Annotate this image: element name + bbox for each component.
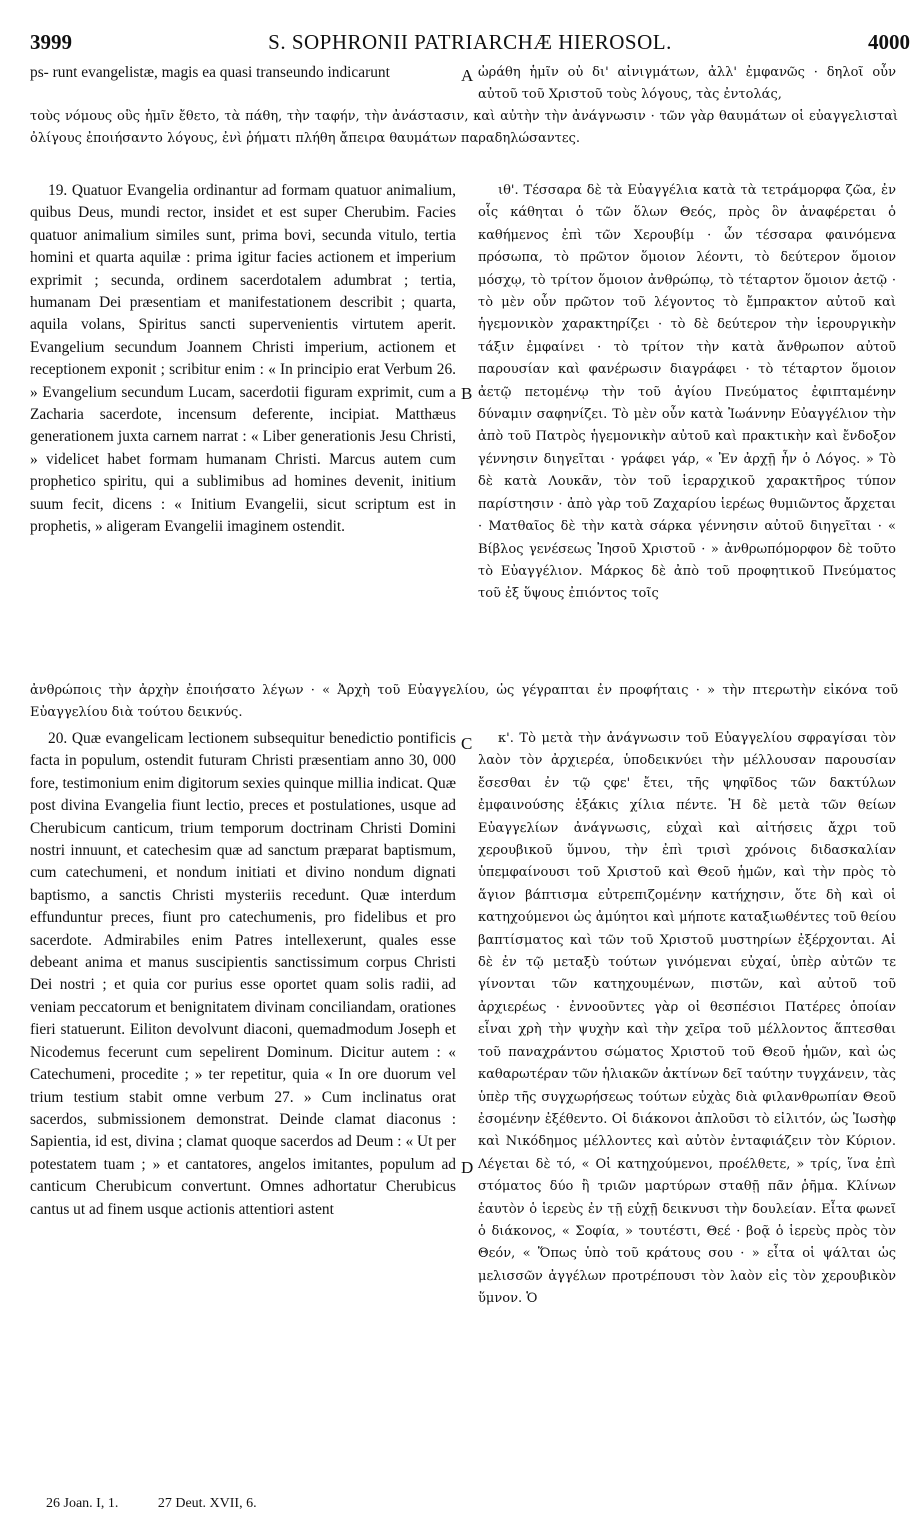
greek-section-19: ιθ'. Τέσσαρα δὲ τὰ Εὐαγγέλια κατὰ τὰ τετράμορφα ζῶα, ἐν οἷς κάθηται ὁ τῶν ὅλων Θεός, πρὸς ὃν ἀναφέρεται ὁ καθήμενος ἐπὶ τῶν Χερουβίμ · ὧν τέσσαρα φαινόμενα πρόσωπα, τὸ πρῶτον ὅμοιον λέοντι, τὸ δεύτερον ὅμοιον μόσχῳ, τὸ τρίτον ὅμοιον ἀνθρώπῳ, τὸ τέταρτον ὅμοιον ἀετῷ · τὸ μὲν οὖν πρῶτον τοῦ λέγοντος τὸ ἔμπρακτον αὐτοῦ καὶ ἡγεμονικὸν χαρακτηρίζει · τὸ δὲ δεύτερον τὴν ἱερουργικὴν τάξιν ἐμφαίνει · τὸ τρίτον τὴν κατὰ ἄνθρωπον αὐτοῦ παρουσίαν καὶ φανέρωσιν διαγράφει · τὸ τέταρτον ὅμοιον ἀετῷ πετομένῳ τὴν τοῦ ἁγίου Πνεύματος ἐφιπταμένην δύναμιν σαφηνίζει. Τὸ μὲν οὖν κατὰ Ἰωάννην Εὐαγγέλιον τὴν ἀπὸ τοῦ Πατρὸς ἡγεμονικὴν αὐτοῦ καὶ πρακτικὴν καὶ ἔνδοξον γέννησιν διηγεῖται · γράφει γάρ, « Ἐν ἀρχῇ ἦν ὁ Λόγος. » Τὸ δὲ κατὰ Λουκᾶν, τὸν τοῦ ἱεραρχικοῦ χαρακτῆρος τύπον παρίστησιν · ἀπὸ γὰρ τοῦ Ζαχαρίου ἱερέως θυμιῶντος ἄρχεται · Ματθαῖος δὲ τὴν κατὰ σάρκα γέννησιν αὐτοῦ διηγεῖται · « Βίβλος γενέσεως Ἰησοῦ Χριστοῦ · » ἀνθρωπόμορφον δὲ τοῦτο τὸ Εὐαγγέλιον. Μάρκος δὲ ἀπὸ τοῦ προφητικοῦ Πνεύματος τοῦ ἐξ ὕψους ἐπιόντος τοῖς	[478, 183, 896, 602]
greek-top-fragment: ὠράθη ἡμῖν οὐ δι' αἰνιγμάτων, ἀλλ' ἐμφανῶς · δηλοῖ οὖν αὐτοῦ τοῦ Χριστοῦ τοὺς λόγους, τὰς ἐντολάς,	[478, 65, 896, 103]
margin-letter-d: D	[461, 1158, 474, 1177]
margin-letter-b: B	[461, 384, 473, 403]
footnote-26: 26 Joan. I, 1.	[46, 1496, 119, 1511]
latin-top-fragment: ps- runt evangelistæ, magis ea quasi transeundo indicarunt	[30, 64, 390, 81]
greek-full-width-1: τοὺς νόμους οὓς ἡμῖν ἔθετο, τὰ πάθη, τὴν ταφήν, τὴν ἀνάστασιν, καὶ αὐτὴν τὴν ἀνάγνωσιν · τῶν γὰρ θαυμάτων οἱ εὐαγγελισταὶ ὀλίγους ἐποιήσαντο λόγους, ἐνὶ ῥήματι πλήθη ἄπειρα θαυμάτων παραδηλώσαντες.	[30, 109, 898, 147]
margin-letter-a: A	[461, 66, 474, 85]
margin-letter-c: C	[461, 734, 473, 753]
footnotes	[46, 1496, 293, 1512]
greek-section-20: κ'. Τὸ μετὰ τὴν ἀνάγνωσιν τοῦ Εὐαγγελίου σφραγίσαι τὸν λαὸν τὸν ἀρχιερέα, ὑποδεικνύει τὴν μέλλουσαν παρουσίαν ἔσεσθαι ἐν τῷ ςφε' ἔτει, τῆς ψηφῖδος τῶν δακτύλων ἐμφαινούσης ἑξάκις χίλια πέντε. Ἡ δὲ μετὰ τῶν θείων Εὐαγγελίων ἀνάγνωσις, εὐχαὶ καὶ αἰτήσεις ἄχρι τοῦ χερουβικοῦ ὕμνου, τὴν ἐπὶ τρισὶ χρόνοις διδασκαλίαν ὑπεμφαίνουσι τοῦ Χριστοῦ καὶ Θεοῦ ἡμῶν, καὶ τὴν πρὸς τὸ ἅγιον βάπτισμα εὐτρεπιζομένην κατήχησιν, ὅτε δὴ καὶ οἱ κατηχούμενοι ὡς ἀμύητοι καὶ μήποτε καταξιωθέντες τοῦ θείου βαπτίσματος καὶ τῶν τοῦ Χριστοῦ μυστηρίων ἐξέρχονται. Αἱ δὲ ἐν τῷ μεταξὺ τούτων γινόμεναι εὐχαί, ὑπὲρ αὐτῶν τε γίνονται τῶν κατηχουμένων, πιστῶν, καὶ αὐτοῦ τοῦ ἀρχιερέως · ἐννοοῦντες γὰρ οἱ θεσπέσιοι Πατέρες ὁποίαν εἶναι χρὴ τὴν ψυχὴν καὶ τὴν χεῖρα τοῦ μέλλοντος ἅπτεσθαι τοῦ παναχράντου σώματος Χριστοῦ τοῦ Θεοῦ ἡμῶν, καὶ ὡς καθαρωτέραν τῶν ἡλιακῶν ἀκτίνων δεῖ ταύτην τυγχάνειν, τὰς ὑπὲρ τῆς συγχωρήσεως τούτων εὐχὰς διὰ φιλανθρωπίαν Θεοῦ ἐσομένην ἐξέθεντο. Οἱ διάκονοι ἀπλοῦσι τὸ εἰλιτόν, ὡς Ἰωσὴφ καὶ Νικόδημος μέλλοντες καὶ αὐτὸν ἐνταφιάζειν τὸν Κύριον. Λέγεται δὲ τό, « Οἱ κατηχούμενοι, προέλθετε, » τρίς, ἵνα ἐπὶ στόματος δύο ἢ τριῶν μαρτύρων σταθῇ πᾶν ῥῆμα. Κλίνων ἑαυτὸν ὁ ἱερεὺς ἐν τῇ εὐχῇ δεικνυσι τὴν δουλείαν. Εἶτα φωνεῖ ὁ διάκονος, « Σοφία, » τουτέστι, Θεέ · βοᾷ ὁ ἱερεὺς πρὸς τὸν Θεόν, « Ὅπως ὑπὸ τοῦ κράτους σου · » εἶτα οἱ ψάλται ὡς μελισσῶν ἀγγέλων προτρέπουσι τὸν λαὸν εἰς τὸν χερουβικὸν ὕμνον. Ὁ	[478, 731, 896, 1307]
latin-section-20: 20. Quæ evangelicam lectionem subsequitur benedictio pontificis facta in populum, ostendit futuram Christi præsentiam anno 30, 000 fore, testimonium enim digitorum sexies quinque millia indicat. Quæ post divina Evangelia fiunt lectio, preces et postulationes, usque ad Cherubicum canticum, trium temporum doctrinam Christi Domini nostri innuunt, et catechesim quæ ad sanctum præparat baptismum, cum catechumeni, et nondum initiati et divino nondum dignati baptismo, a sanctis Christi mysteriis recedunt. Quæ interdum effunduntur preces, fiunt pro catechumenis, pro fidelibus et pro sacerdote. Admirabiles enim Patres intellexerunt, quales esse debeant anima et manus suscipientis sanctissimum corpus Christi Dei nostri ; et quia cor purius esse oportet quam solis radii, ad veniam peccatorum et benignitatem divinam conciliandam, orationes fieri statuerunt. Eiliton devolvunt diaconi, quemadmodum Joseph et Nicodemus fecerunt cum sepelirent Dominum. Dicitur autem : « Catechumeni, procedite ; » ter repetitur, quia « In ore duorum vel trium testium stabit omne verbum 27. » Cum inclinatus orat sacerdos, submissionem demonstrat. Deinde clamat diaconus : Sapientia, id est, divina ; clamat quoque sacerdos ad Deum : « Ut per potestatem tuam ; » et cantatores, angelos imitantes, populum ad canticum Cherubicum convertunt. Omnes adhortatur Cherubicus cantus ut ad finem usque actionis attentiori astent	[30, 730, 456, 1218]
greek-full-width-2: ἀνθρώποις τὴν ἀρχὴν ἐποιήσατο λέγων · « Ἀρχὴ τοῦ Εὐαγγελίου, ὡς γέγραπται ἐν προφήταις · » τὴν πτερωτὴν εἰκόνα τοῦ Εὐαγγελίου διὰ τούτου δεικνύς.	[30, 683, 898, 721]
page-number-left: 3999	[30, 30, 72, 54]
page-header	[30, 30, 910, 60]
latin-section-19: 19. Quatuor Evangelia ordinantur ad formam quatuor animalium, quibus Deus, mundi rector, insidet et est super Cherubim. Facies quatuor animalium similes sunt, prima bovi, secunda vitulo, tertia homini et quarta aquilæ : prima igitur facies actionem et imperium exprimit ; secunda, ordinem sacerdotalem adumbrat ; tertia, humanam Dei præsentiam et manifestationem describit ; quarta, aquila volans, Spiritus sancti supervenientis virtutem aperit. Evangelium secundum Joannem Christi imperium, actionem et receptionem exponit ; scribitur enim : « In principio erat Verbum 26. » Evangelium secundum Lucam, sacerdotii figuram exprimit, cum a Zacharia sacerdote, incensum deferente, incipiat. Matthæus generationem juxta carnem narrat : « Liber generationis Jesu Christi, » videlicet habet formam humanam Christi. Marcus autem cum prophetico spiritu, qui a sublimibus ad homines devenit, initium suum fecit, dicens : « Initium Evangelii, sicut scriptum est in prophetis, » aligeram Evangelii imaginem ostendit.	[30, 182, 456, 536]
running-title: S. SOPHRONII PATRIARCHÆ HIEROSOL.	[268, 30, 672, 54]
page-number-right: 4000	[868, 30, 910, 54]
footnote-27: 27 Deut. XVII, 6.	[157, 1496, 257, 1511]
